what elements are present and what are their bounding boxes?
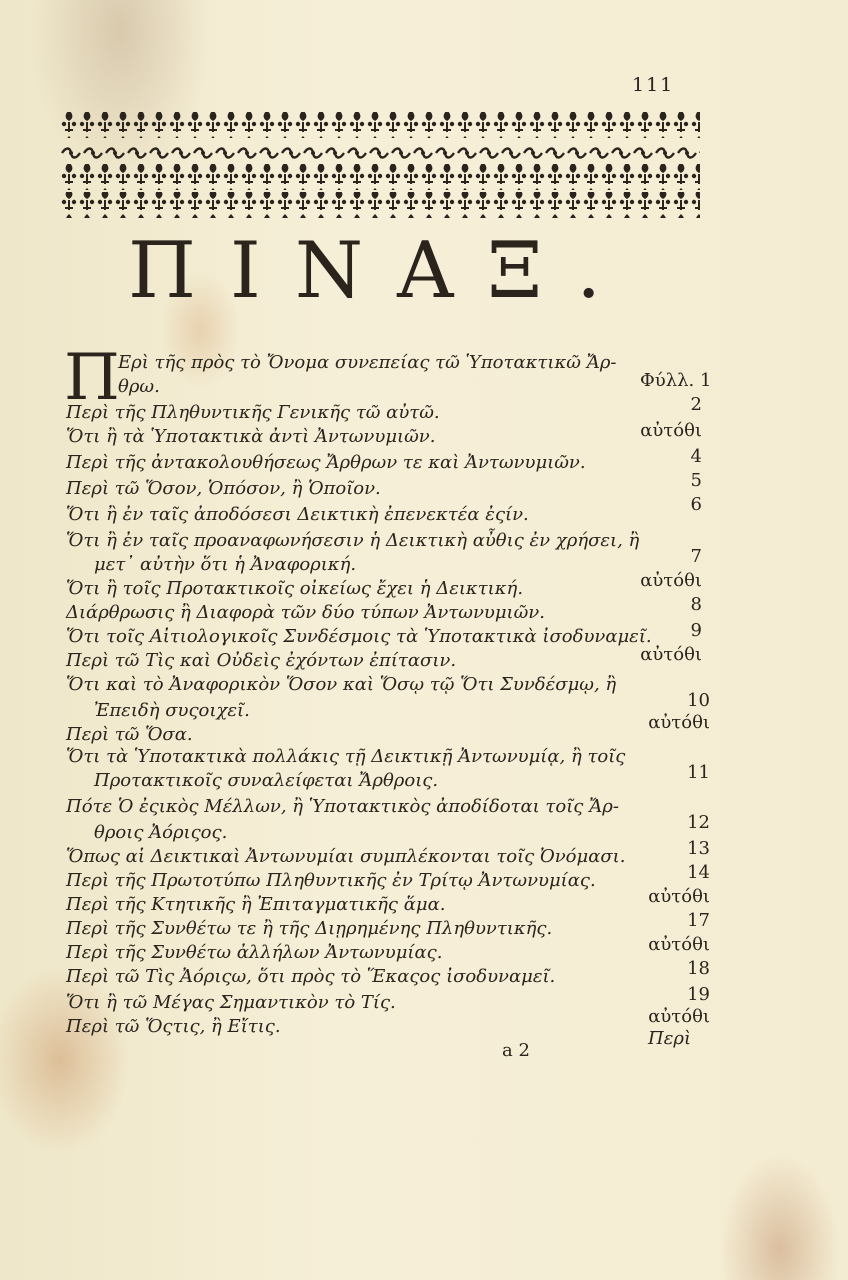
toc-entry: Περὶ τῆς Συνθέτω τε ἢ τῆς Διῃρημένης Πληθυντικῆς.	[66, 918, 553, 939]
drop-capital: Π	[64, 341, 120, 415]
toc-page-ref: 2	[690, 394, 702, 415]
toc-page-ref: 14	[687, 862, 710, 883]
toc-page-ref: αὐτόθι	[640, 644, 702, 665]
toc-entry: Περὶ τῆς Κτητικῆς ἢ Ἐπιταγματικῆς ἅμα.	[66, 894, 446, 915]
toc-page-ref: αὐτόθι	[648, 1006, 710, 1027]
toc-entry: Ερὶ τῆς πρὸς τὸ Ὄνομα συνεπείας τῶ Ὑποτακτικῶ Ἄρ-	[118, 352, 617, 373]
toc-page-ref: Φύλλ. 1	[640, 370, 712, 391]
toc-page-ref: 5	[690, 470, 702, 491]
signature-mark: a 2	[502, 1040, 530, 1061]
toc-page-ref: 12	[687, 812, 710, 833]
toc-page-ref: 4	[690, 446, 702, 467]
toc-entry: Προτακτικοῖς συναλείφεται Ἄρθροις.	[94, 770, 439, 791]
toc-page-ref: 13	[687, 838, 710, 859]
toc-entry: Ὅτι ἢ ἐν ταῖς ἀποδόσεσι Δεικτικὴ ἐπενεκτέα ἐςίν.	[66, 504, 529, 525]
toc-entry: Ὅτι ἢ τῶ Μέγας Σημαντικὸν τὸ Τίς.	[66, 992, 396, 1013]
toc-entry: Περὶ τῶ Τὶς καὶ Οὐδεὶς ἐχόντων ἐπίτασιν.	[66, 650, 457, 671]
toc-entry: Διάρθρωσις ἢ Διαφορὰ τῶν δύο τύπων Ἀντωνυμιῶν.	[66, 602, 545, 623]
toc-entry: Περὶ τῶ Ὅςτις, ἢ Εἴτις.	[66, 1016, 281, 1037]
toc-entry: Ἐπειδὴ συςοιχεῖ.	[94, 700, 250, 721]
toc-entry: Περὶ τῆς Πρωτοτύπω Πληθυντικῆς ἐν Τρίτῳ Ἀντωνυμίας.	[66, 870, 596, 891]
toc-page-ref: αὐτόθι	[648, 712, 710, 733]
toc-page-ref: 8	[690, 594, 702, 615]
toc-entry: Ὅτι ἢ ἐν ταῖς προαναφωνήσεσιν ἡ Δεικτικὴ αὖθις ἐν χρήσει, ἢ	[66, 530, 640, 551]
toc-page-ref: αὐτόθι	[648, 934, 710, 955]
toc-page-ref: 17	[687, 910, 710, 931]
toc-entry: Πότε Ὁ ἐςικὸς Μέλλων, ἢ Ὑποτακτικὸς ἀποδίδοται τοῖς Ἄρ-	[66, 796, 619, 817]
toc-page-ref: αὐτόθι	[640, 570, 702, 591]
toc-entry: Περὶ τῶ Τὶς Ἀόριςω, ὅτι πρὸς τὸ Ἕκαςος ἰσοδυναμεῖ.	[66, 966, 556, 987]
toc-entry: Ὅτι ἢ τὰ Ὑποτακτικὰ ἀντὶ Ἀντωνυμιῶν.	[66, 426, 436, 447]
toc-entry: Περὶ τῆς Πληθυντικῆς Γενικῆς τῶ αὐτῶ.	[66, 402, 440, 423]
toc-page-ref: 18	[687, 958, 710, 979]
toc-page-ref: 19	[687, 984, 710, 1005]
toc-page-ref: 10	[687, 690, 710, 711]
catchword: Περὶ	[648, 1028, 691, 1049]
page-number: 111	[632, 74, 675, 96]
toc-entry: Περὶ τῶ Ὅσον, Ὁπόσον, ἢ Ὁποῖον.	[66, 478, 381, 499]
toc-entry: θροις Ἀόριςος.	[94, 822, 228, 843]
toc-page-ref: αὐτόθι	[648, 886, 710, 907]
toc-entry: Ὅτι τὰ Ὑποτακτικὰ πολλάκις τῇ Δεικτικῇ Ἀντωνυμίᾳ, ἢ τοῖς	[66, 746, 626, 767]
toc-entry: μετ᾽ αὐτὴν ὅτι ἡ Ἀναφορική.	[94, 554, 357, 575]
toc-page-ref: 9	[690, 620, 702, 641]
toc-page-ref: 11	[687, 762, 710, 783]
toc-entry: Περὶ τῆς ἀντακολουθήσεως Ἄρθρων τε καὶ Ἀντωνυμιῶν.	[66, 452, 586, 473]
toc-entry: Περὶ τῶ Ὅσα.	[66, 724, 193, 745]
toc-entry: Ὅτι καὶ τὸ Ἀναφορικὸν Ὅσον καὶ Ὅσῳ τῷ Ὅτι Συνδέσμῳ, ἢ	[66, 674, 617, 695]
toc-entry: Ὅτι ἢ τοῖς Προτακτικοῖς οἰκείως ἔχει ἡ Δεικτική.	[66, 578, 524, 599]
toc-page-ref: 6	[690, 494, 702, 515]
toc-page-ref: αὐτόθι	[640, 420, 702, 441]
toc-entry: Περὶ τῆς Συνθέτω ἀλλήλων Ἀντωνυμίας.	[66, 942, 443, 963]
toc-entry: θρω.	[118, 376, 160, 397]
toc-entry: Ὅτι τοῖς Αἰτιολογικοῖς Συνδέσμοις τὰ Ὑποτακτικὰ ἰσοδυναμεῖ.	[66, 626, 652, 647]
toc-page-ref: 7	[690, 546, 702, 567]
page-title: ΠΙΝΑΞ.	[128, 226, 636, 316]
toc-entry: Ὅπως αἱ Δεικτικαὶ Ἀντωνυμίαι συμπλέκονται τοῖς Ὀνόμασι.	[66, 846, 626, 867]
